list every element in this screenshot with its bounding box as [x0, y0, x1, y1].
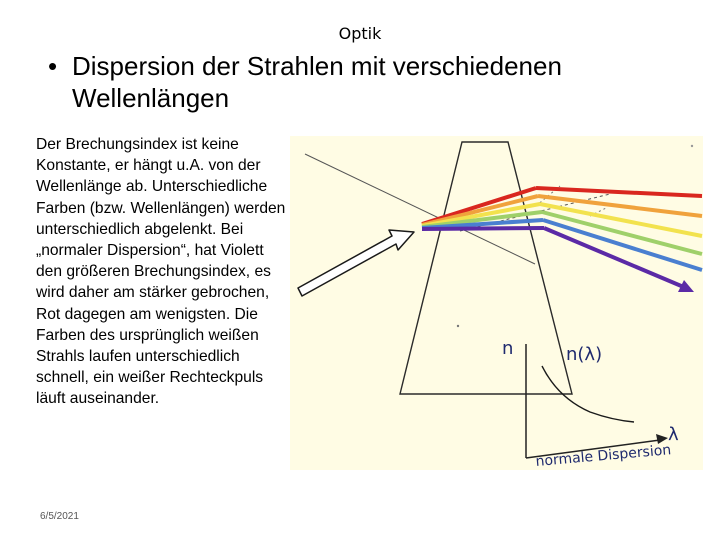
graph-caption: normale Dispersion [534, 442, 672, 470]
prism-shape [400, 142, 572, 394]
graph-y-label: n [502, 338, 514, 359]
prism-diagram [290, 136, 703, 470]
slide-heading [48, 50, 688, 114]
prism-dispersion-figure [290, 136, 703, 470]
footer-date: 6/5/2021 [40, 511, 79, 522]
outer-ray-orange [538, 196, 702, 216]
body-paragraph: Der Brechungsindex ist keine Konstante, er hängt u.A. von der Wellenlänge ab. Unterschiedliche Farben (bzw. Wellenlängen) werden unterschiedlich abgelenkt. Bei „normaler Dispersion“, hat Violett den größeren Brechungsindex, es wird daher am stärker gebrochen, Rot dagegen am wenigsten. Die Farben des ursprünglich weißen Strahls laufen unterschiedlich schnell, ein weißer Rechteckpuls läuft auseinander. [36, 136, 286, 408]
heading-text: Dispersion der Strahlen mit verschiedenen Wellenlängen [72, 51, 562, 113]
slide-header: Optik [338, 24, 382, 43]
outer-ray-red [536, 188, 702, 196]
inner-ray-violet [422, 228, 544, 229]
figure-dot [457, 325, 459, 327]
figure-dot [691, 145, 693, 147]
graph-curve-label: n(λ) [566, 344, 603, 365]
white-ray-arrow [298, 230, 414, 296]
bullet-icon: • [48, 51, 58, 81]
graph-x-label: λ [668, 424, 679, 445]
entry-normal-line [305, 154, 535, 264]
